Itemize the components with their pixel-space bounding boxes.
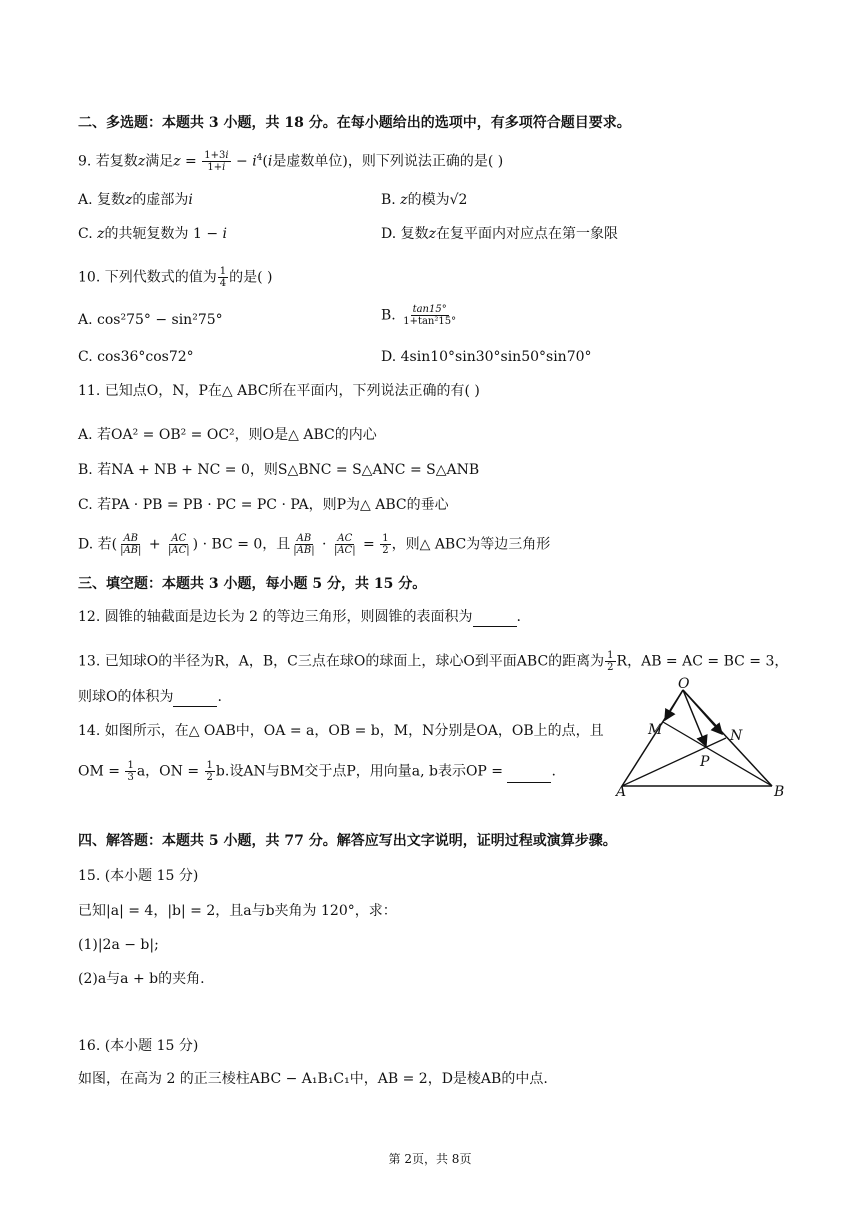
- question-15-part-2: (2)a与a + b的夹角.: [78, 971, 205, 987]
- question-16-heading: 16. (本小题 15 分): [78, 1038, 199, 1054]
- label-n: N: [730, 728, 743, 744]
- question-15-part-1: (1)|2a − b|;: [78, 937, 159, 953]
- question-15-heading: 15. (本小题 15 分): [78, 868, 199, 884]
- segment-bm: [663, 722, 772, 786]
- question-11-option-b: B. 若NA + NB + NC = 0，则S△BNC = S△ANC = S△ANB: [78, 462, 480, 478]
- question-11-option-d: D. 若( $\frac{AB}{|AB|}$ + $\frac{AC}{|AC|}$ ) · BC = 0，且 $\frac{AB}{|AB|}$ · $\frac{AC}{|AC|}$ = $\frac{1}{2}$ ，则△ ABC为等边三角形: [78, 533, 551, 556]
- answer-blank[interactable]: [173, 692, 217, 707]
- label-p: P: [700, 754, 710, 770]
- triangle-oab-figure: [612, 676, 792, 802]
- vector-op-arrow: [683, 690, 706, 746]
- question-10-stem: 10. 下列代数式的值为 $\frac{1}{4}$ 的是( ): [78, 266, 273, 289]
- question-14-line-2: OM = $\frac{1}{3}$ a，ON = $\frac{1}{2}$ b.设AN与BM交于点P，用向量a, b表示OP = .: [78, 760, 556, 783]
- section-solution-heading: 四、解答题：本题共 5 小题，共 77 分。解答应写出文字说明，证明过程或演算步骤。: [78, 833, 617, 849]
- question-9-option-c: C. z的共轭复数为 1 − i: [78, 226, 227, 242]
- label-o: O: [678, 676, 690, 692]
- question-11-option-c: C. 若PA · PB = PB · PC = PC · PA，则P为△ ABC的垂心: [78, 497, 449, 513]
- page-footer: 第 2页，共 8页: [388, 1152, 472, 1166]
- question-13-line-1: 13. 已知球O的半径为R，A，B，C三点在球O的球面上，球心O到平面ABC的距离为 $\frac{1}{2}$ R，AB = AC = BC = 3，: [78, 650, 789, 673]
- question-12: 12. 圆锥的轴截面是边长为 2 的等边三角形，则圆锥的表面积为 .: [78, 609, 521, 625]
- question-9-option-d: D. 复数z在复平面内对应点在第一象限: [381, 226, 619, 242]
- question-9-stem: 9. 若复数z满足z = $\frac{1+3i}{1+i}$ − $i^4(i$是虚数单位)，则下列说法正确的是( ): [78, 150, 504, 174]
- label-a: A: [616, 784, 627, 800]
- question-14-line-1: 14. 如图所示，在△ OAB中，OA = a，OB = b，M，N分别是OA，OB上的点，且: [78, 723, 604, 739]
- question-9-option-a: A. 复数z的虚部为i: [78, 192, 193, 208]
- question-10-option-b: B. $\frac{\tan 15^\circ}{\text{1+tan²15°}}$: [381, 304, 457, 327]
- question-15-stem: 已知|a| = 4，|b| = 2，且a与b夹角为 120°，求：: [78, 903, 397, 919]
- question-10-option-c: C. cos36°cos72°: [78, 349, 194, 365]
- section-multiple-choice-heading: 二、多选题：本题共 3 小题，共 18 分。在每小题给出的选项中，有多项符合题目要求。: [78, 115, 631, 131]
- section-fill-blank-heading: 三、填空题：本题共 3 小题，每小题 5 分，共 15 分。: [78, 576, 427, 592]
- question-11-option-a: A. 若OA² = OB² = OC²，则O是△ ABC的内心: [78, 427, 377, 443]
- question-10-option-d: D. 4sin10°sin30°sin50°sin70°: [381, 349, 592, 365]
- answer-blank[interactable]: [507, 768, 551, 783]
- question-9-option-b: B. z的模为√2: [381, 192, 468, 208]
- label-b: B: [774, 784, 785, 800]
- vector-om-arrow: [665, 690, 683, 720]
- label-m: M: [648, 722, 663, 738]
- question-11-stem: 11. 已知点O，N，P在△ ABC所在平面内，下列说法正确的有( ): [78, 383, 480, 399]
- answer-blank[interactable]: [473, 612, 517, 627]
- vector-on-arrow: [683, 690, 722, 734]
- question-13-line-2: 则球O的体积为 .: [78, 689, 222, 705]
- question-10-option-a: A. cos²75° − sin²75°: [78, 312, 223, 328]
- question-16-stem: 如图，在高为 2 的正三棱柱ABC − A₁B₁C₁中，AB = 2，D是棱AB的中点.: [78, 1071, 548, 1087]
